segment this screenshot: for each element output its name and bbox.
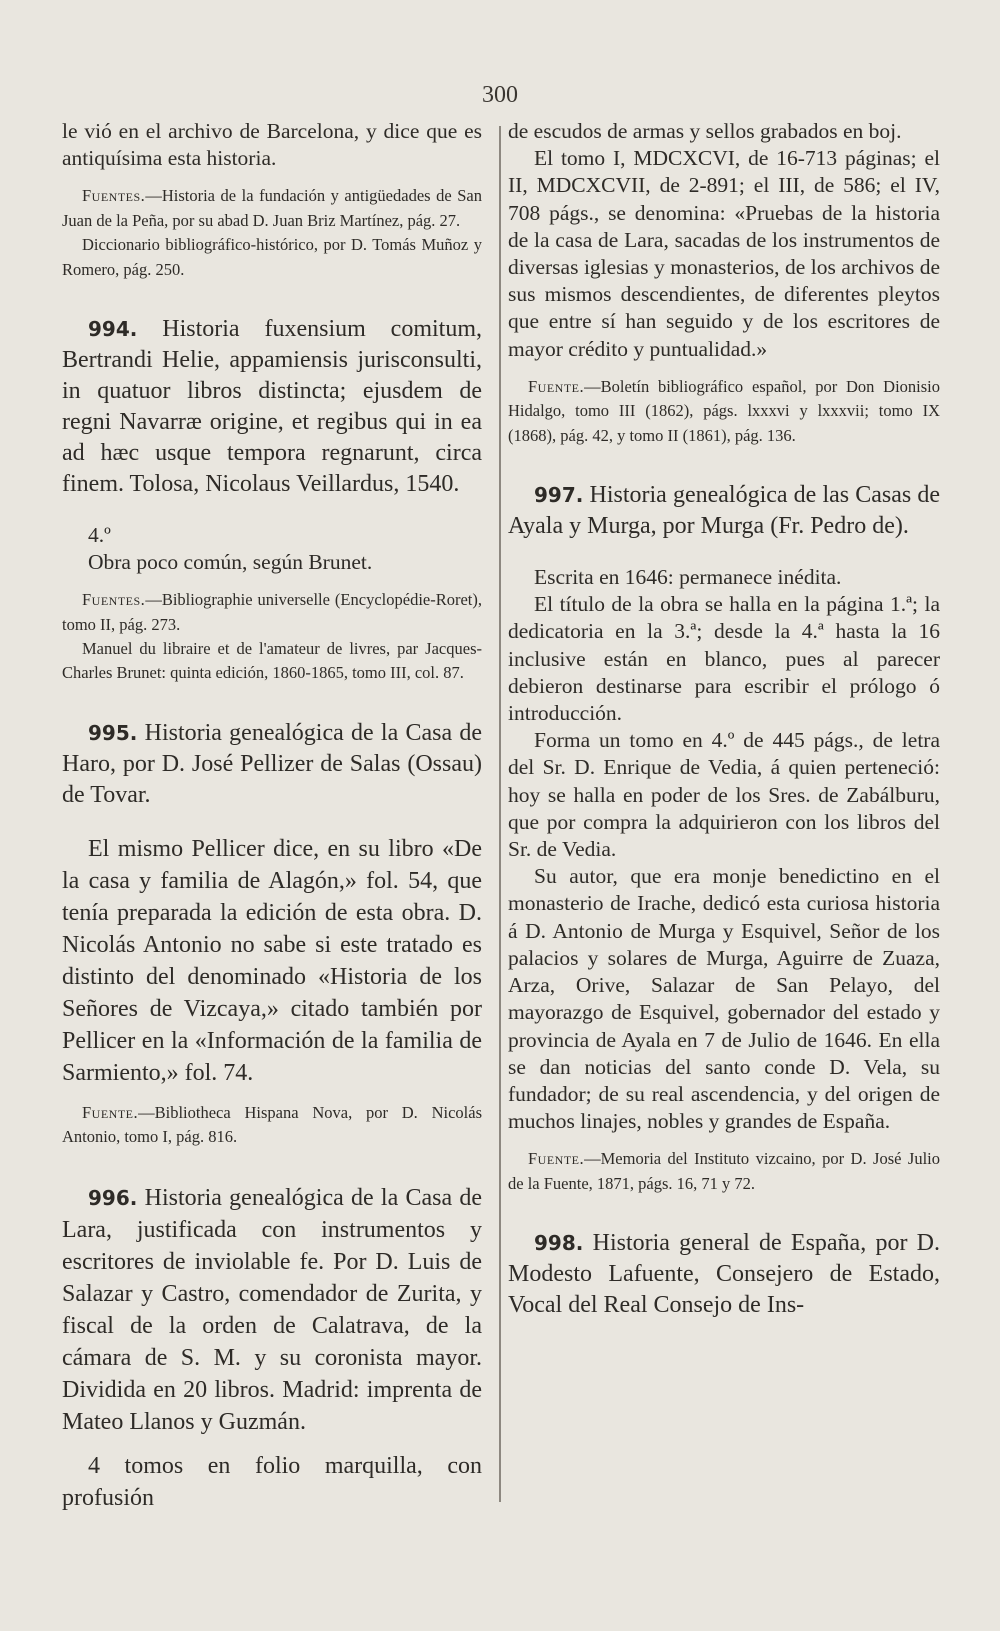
sources-block (62, 184, 482, 233)
source-block (508, 1147, 940, 1196)
entry-number: 996. (88, 1185, 138, 1210)
source-block (508, 375, 940, 448)
source-text: Manuel du libraire et de l'amateur de livres, par Jacques-Charles Brunet: quinta edición, 1860-1865, tomo III, col. 87. (62, 639, 482, 683)
entry-paragraph: Su autor, que era monje benedictino en el monasterio de Irache, dedicó esta curiosa historia á D. Antonio de Murga y Esquivel, Señor de los palacios y solares de Murga, Aguirre de Zuaza, Arza, Orive, Salazar de San Pelayo, del mayorazgo de Esquivel, gobernador del estado y provincia de Ayala en 7 de Julio de 1646. En ella se dan noticias del santo conde D. Vela, su fundador; de su real ascendencia, y del origen de muchos linajes, nobles y grandes de España. (508, 864, 940, 1134)
entry-body: 4 tomos en folio marquilla, con profusión (62, 1452, 482, 1511)
entry-note: Obra poco común, según Brunet. (88, 550, 373, 575)
entry-996-title (62, 1182, 482, 1438)
entry-998-title (508, 1228, 940, 1321)
entry-title-text: Historia genealógica de la Casa de Haro, por D. José Pellizer de Salas (Ossau) de Tovar. (62, 719, 483, 808)
entry-body: de escudos de armas y sellos grabados en boj. (508, 119, 902, 143)
source-text: —Bibliotheca Hispana Nova, por D. Nicolás Antonio, tomo I, pág. 816. (62, 1102, 482, 1147)
entry-title-text: Historia general de España, por D. Modesto Lafuente, Consejero de Estado, Vocal del Real Consejo de Ins- (508, 1230, 941, 1319)
entry-997-title (508, 480, 940, 542)
entry-format: 4.º (88, 523, 111, 548)
left-column (62, 118, 482, 1514)
source-block (62, 1101, 482, 1150)
entry-number: 998. (534, 1231, 584, 1256)
source-text: —Boletín bibliográfico español, por Don Dionisio Hidalgo, tomo III (1862), págs. lxxxvi y lxxxvii; tomo IX (1868), pág. 42, y tomo II (1861), pág. 136. (508, 376, 940, 445)
source-label: Fuente. (528, 1149, 585, 1169)
entry-994-title (62, 314, 482, 500)
column-divider (499, 126, 501, 1502)
page-number: 300 (482, 82, 518, 108)
entry-paragraph: Escrita en 1646: permanece inédita. (534, 565, 842, 590)
entry-title-text: Historia genealógica de la Casa de Lara, justificada con instrumentos y escritores de inviolable fe. Por D. Luis de Salazar y Castro, comendador de Zurita, y fiscal de la orden de Calatrava, de la cámara de S. M. y su coronista mayor. Dividida en 20 libros. Madrid: imprenta de Mateo Llanos y Guzmán. (62, 1184, 483, 1435)
right-column (508, 118, 940, 1321)
entry-paragraph: Forma un tomo en 4.º de 445 págs., de letra del Sr. D. Enrique de Vedia, á quien perteneció: hoy se halla en poder de los Sres. de Zabálburu, que por compra la adquirieron con los libros del Sr. de Vedia. (508, 728, 940, 862)
entry-body: El tomo I, MDCXCVI, de 16-713 páginas; el II, MDCXCVII, de 2-891; el III, de 586; el IV, 708 págs., se denomina: «Pruebas de la historia de la casa de Lara, sacadas de los instrumentos de diversas iglesias y monasterios, de los archivos de sus mismos descendientes, de diferentes pleytos que entre sí han seguido y de los escritores de mayor crédito y puntualidad.» (508, 146, 940, 361)
entry-number: 994. (88, 317, 138, 342)
entry-number: 995. (88, 720, 138, 745)
entry-paragraph: El título de la obra se halla en la página 1.ª; la dedicatoria en la 3.ª; desde la 4.ª hasta la 16 inclusive están en blanco, pues al parecer debieron destinarse para escribir el prólogo ó introducción. (508, 592, 940, 726)
source-text: —Bibliographie universelle (Encyclopédie-Roret), tomo II, pág. 273. (62, 590, 482, 634)
entry-title-text: Historia genealógica de las Casas de Ayala y Murga, por Murga (Fr. Pedro de). (508, 482, 941, 540)
entry-body: El mismo Pellicer dice, en su libro «De la casa y familia de Alagón,» fol. 54, que tenía preparada la edición de esta obra. D. Nicolás Antonio no sabe si este tratado es distinto del denominado «Historia de los Señores de Vizcaya,» citado también por Pellicer en la «Información de la familia de Sarmiento,» fol. 74. (62, 835, 482, 1086)
source-text: —Memoria del Instituto vizcaino, por D. José Julio de la Fuente, 1871, págs. 16, 71 y 72. (508, 1149, 940, 1193)
source-text: —Historia de la fundación y antigüedades de San Juan de la Peña, por su abad D. Juan Briz Martínez, pág. 27. (62, 186, 482, 230)
source-text: Diccionario bibliográfico-histórico, por D. Tomás Muñoz y Romero, pág. 250. (62, 235, 482, 279)
source-label: Fuente. (82, 1102, 139, 1122)
sources-block (62, 588, 482, 637)
entry-995-title (62, 718, 482, 811)
sources-label: Fuentes. (82, 186, 146, 206)
sources-label: Fuentes. (82, 590, 146, 610)
continuation-text: le vió en el archivo de Barcelona, y dice que es antiquísima esta historia. (62, 119, 482, 171)
source-label: Fuente. (528, 376, 585, 396)
entry-number: 997. (534, 483, 584, 508)
entry-title-text: Historia fuxensium comitum, Bertrandi Helie, appamiensis jurisconsulti, in quatuor libros distincta; ejusdem de regni Navarræ origine, et regibus qui in ea ad hæc usque tempora regnarunt, circa finem. Tolosa, Nicolaus Veillardus, 1540. (62, 316, 482, 498)
